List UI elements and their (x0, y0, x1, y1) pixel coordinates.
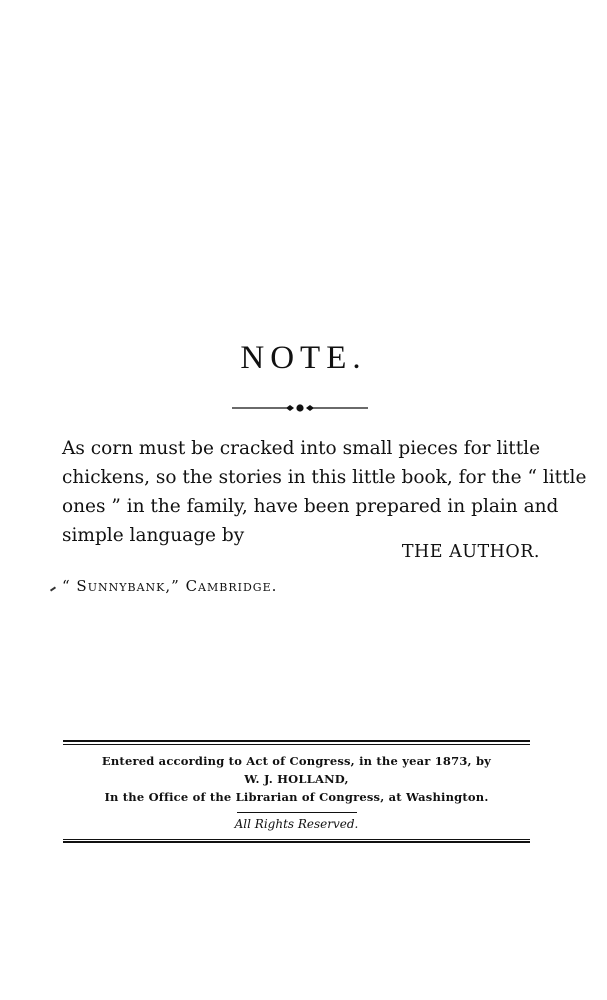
copyright-notice (63, 745, 530, 810)
copyright-line-3: In the Office of the Librarian of Congress, at Washington. (104, 790, 489, 804)
copyright-block (63, 740, 530, 843)
ornament-divider (232, 398, 368, 418)
page-title: NOTE. (240, 340, 367, 376)
copyright-line-2: W. J. HOLLAND, (244, 772, 349, 786)
author-signature: THE AUTHOR. (401, 542, 540, 562)
ink-mark (50, 586, 56, 591)
copyright-line-1: Entered according to Act of Congress, in the year 1873, by (101, 754, 492, 768)
note-line-3: ones ” in the family, have been prepared in plain and (62, 496, 559, 517)
note-line-2: chickens, so the stories in this little book, for the “ little (62, 467, 587, 488)
bottom-rule (63, 839, 530, 843)
place-line: “ Sunnybank,” Cambridge. (62, 577, 278, 595)
note-paragraph (62, 434, 587, 550)
note-line-4: simple language by (62, 525, 245, 546)
note-line-1: As corn must be cracked into small pieces for little (62, 438, 541, 459)
rights-reserved: All Rights Reserved. (234, 817, 359, 831)
